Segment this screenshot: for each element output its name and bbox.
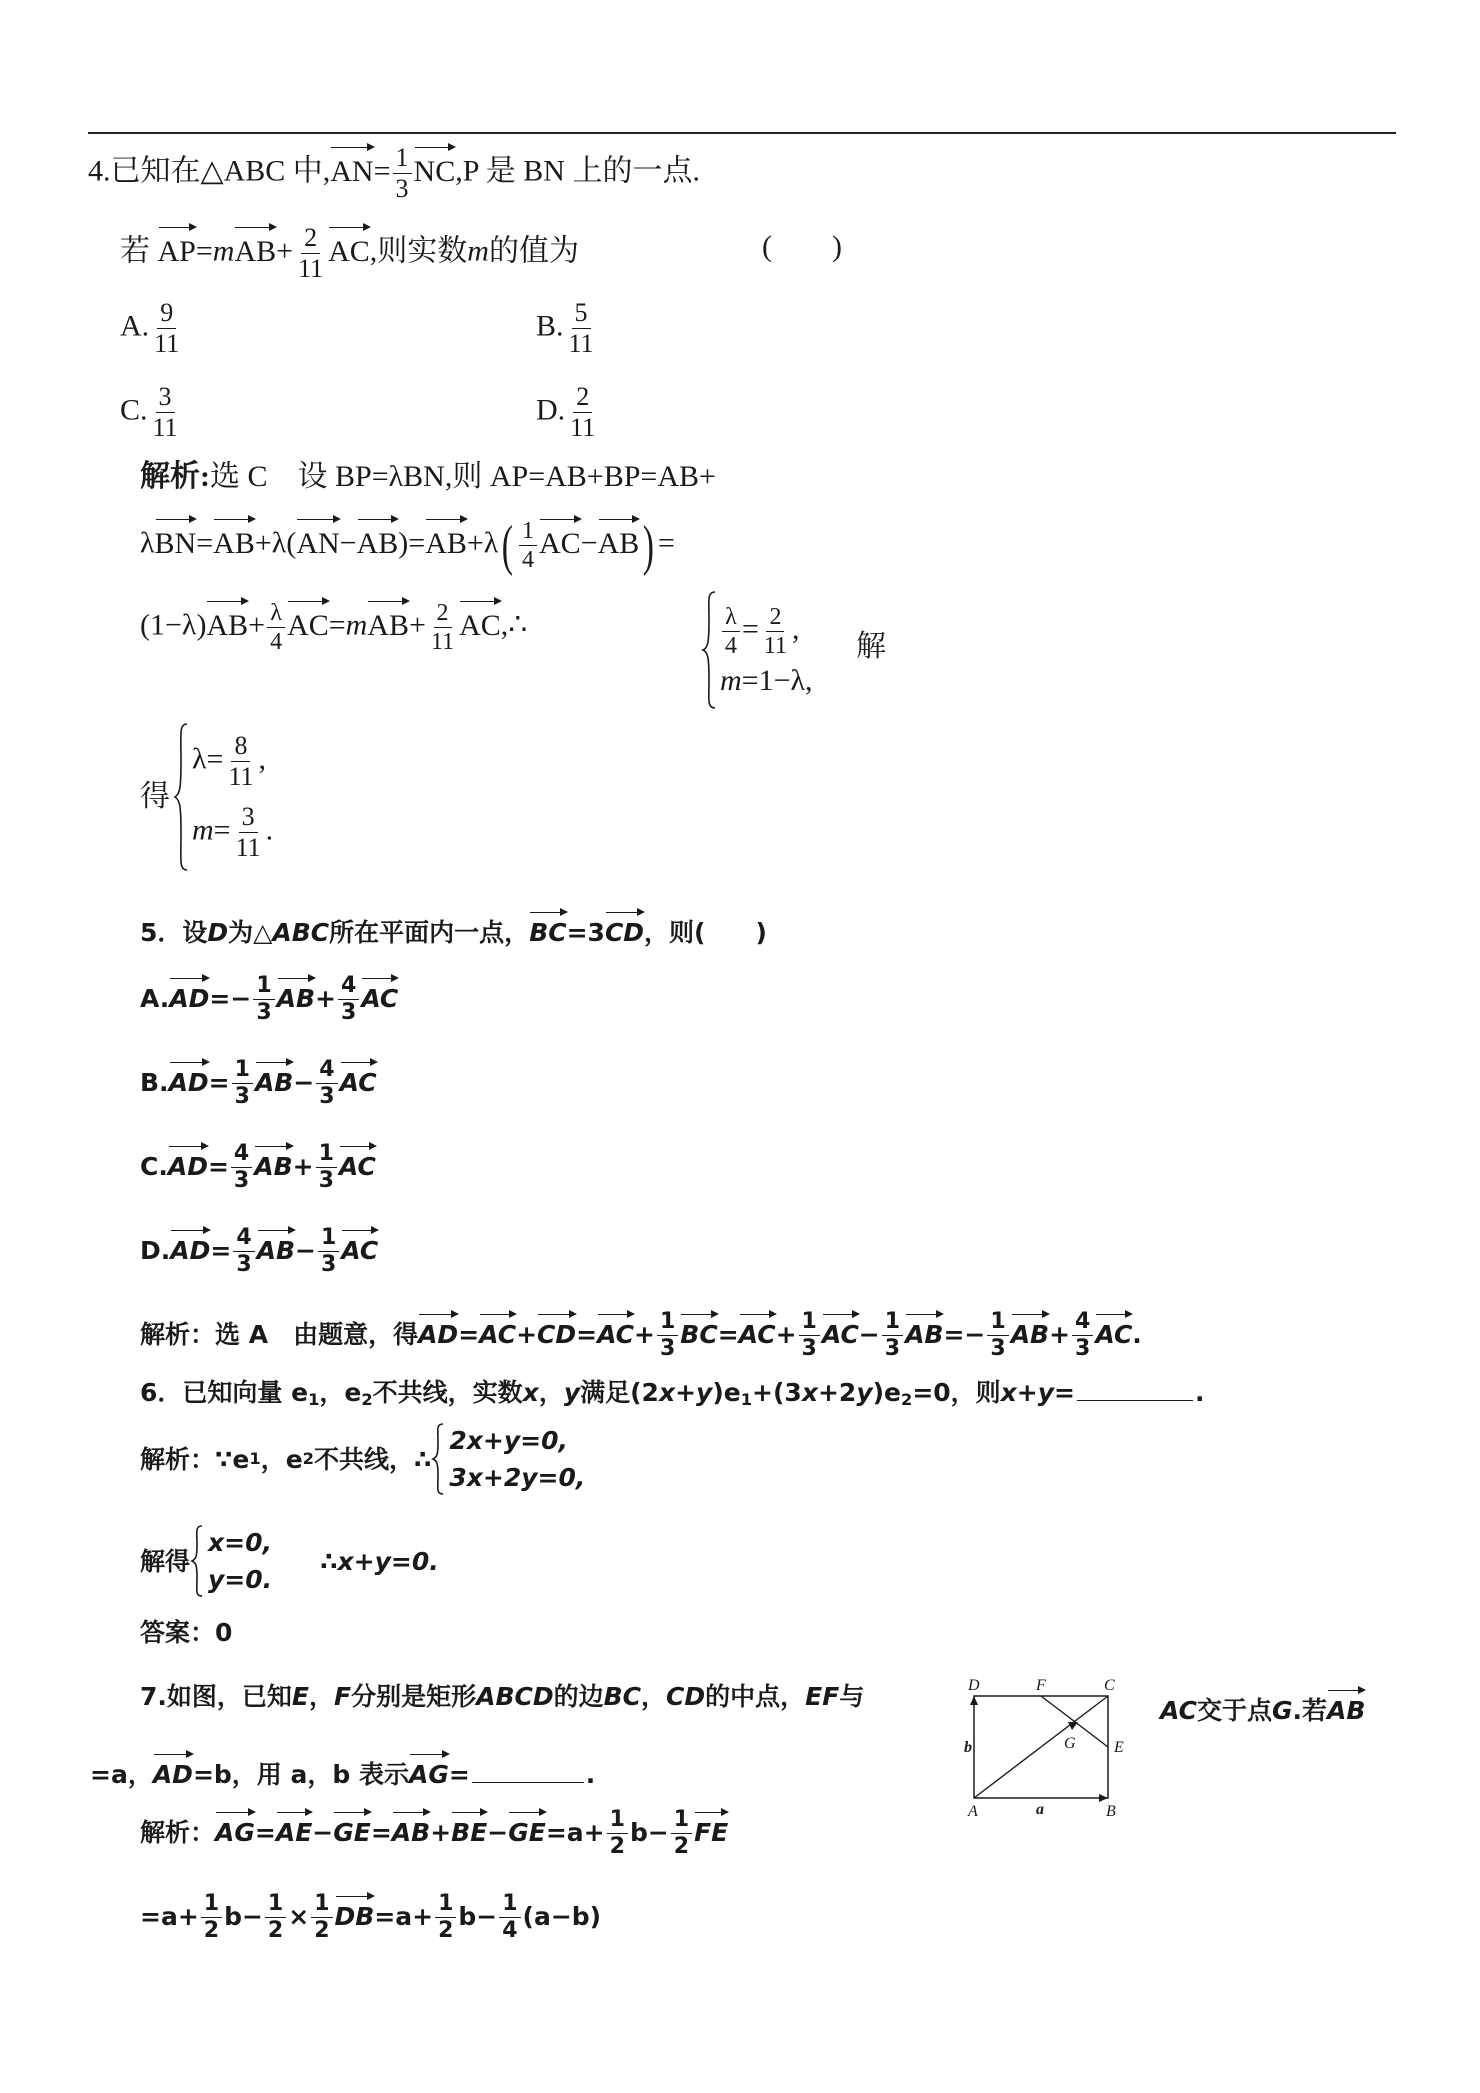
q4-option-b: B. $\frac{5}{11}$ <box>536 298 594 358</box>
q4-system-1: $\frac{\lambda}{4}$ = $\frac{2}{11}$ , m=1−λ, <box>702 590 813 710</box>
q7-stem-line2: =a，AD=b，用 a，b 表示AG= . <box>90 1748 595 1787</box>
answer-blank <box>1077 1399 1193 1401</box>
q4-option-d: D. $\frac{2}{11}$ <box>536 382 596 442</box>
q6-answer: 答案：0 <box>140 1618 233 1647</box>
fig-label-d: D <box>968 1677 980 1694</box>
q7-solution-line1: 解析：AG=AE−GE=AB+BE−GE=a+ $\frac{1}{2}$ b− $\frac{1}{2}$ FE <box>140 1807 729 1860</box>
rectangle-abcd-figure <box>964 1676 1140 1820</box>
q6-stem: 6．已知向量 $e_1$，$e_2$不共线，实数x，y满足$(2x+y)e_1+(3x+2y)e_2=0$，则x+y= . <box>140 1378 1205 1410</box>
left-brace-icon <box>190 1524 204 1598</box>
fig-label-g: G <box>1064 1735 1076 1752</box>
left-brace-icon <box>702 590 716 710</box>
answer-blank <box>472 1781 584 1783</box>
q5-stem: 5．设D为△ABC所在平面内一点，BC=3CD，则( ) <box>140 906 767 945</box>
top-rule <box>88 132 1396 134</box>
q4-solution-jie: 解 <box>856 630 886 663</box>
q4-stem-line2: 若 AP=mAB+ $\frac{2}{11}$ AC,则实数m的值为 <box>120 220 579 282</box>
q6-solution: 解析： ∵e 1 ，e 2 不共线，∴ 2x+y=0, 3x+2y=0, <box>140 1422 585 1496</box>
fig-label-b: B <box>1106 1803 1116 1820</box>
q4-system-2: 得 λ= $\frac{8}{11}$ , m= $\frac{3}{11}$ . <box>140 722 273 872</box>
q5-option-d: D.AD= $\frac{4}{3}$ AB− $\frac{1}{3}$ AC <box>140 1225 379 1278</box>
q4-solution-line2: λBN=AB+λ(AN−AB)=AB+λ( $\frac{1}{4}$ AC−AB) = <box>140 512 675 574</box>
left-brace-icon <box>174 722 188 872</box>
fig-label-f: F <box>1036 1677 1046 1694</box>
fig-label-vector-a: a <box>1036 1801 1044 1818</box>
q7-solution-line2: =a+ $\frac{1}{2}$ b− $\frac{1}{2}$ × $\frac{1}{2}$ DB=a+ $\frac{1}{2}$ b− $\frac{1}{4}$ (a−b) <box>140 1891 602 1944</box>
q5-option-b: B.AD= $\frac{1}{3}$ AB− $\frac{4}{3}$ AC <box>140 1057 377 1110</box>
q5-solution: 解析：选 A 由题意，得AD=AC+CD=AC+ $\frac{1}{3}$ BC=AC+ $\frac{1}{3}$ AC− $\frac{1}{3}$ AB=− $\frac{1}{3}$ AB+ $\frac{4}{3}$ AC. <box>140 1309 1142 1362</box>
q7-stem-line1a: 7.如图，已知E，F分别是矩形ABCD的边BC，CD的中点，EF与 <box>140 1682 865 1711</box>
q7-stem-line1b: AC交于点G.若AB <box>1160 1684 1365 1723</box>
q4-option-c: C. $\frac{3}{11}$ <box>120 382 178 442</box>
fig-label-a: A <box>968 1803 978 1820</box>
q5-option-a: A.AD=− $\frac{1}{3}$ AB+ $\frac{4}{3}$ AC <box>140 973 399 1026</box>
fig-label-c: C <box>1104 1677 1115 1694</box>
q4-solution-line3: (1−λ)AB+ $\frac{\lambda}{4}$ AC=mAB+ $\frac{2}{11}$ AC,∴ <box>140 594 527 654</box>
fig-label-vector-b: b <box>964 1739 972 1756</box>
q4-stem-line1: 4.已知在△ABC 中,AN= $\frac{1}{3}$ NC,P 是 BN 上的一点. <box>88 140 700 202</box>
q5-option-c: C.AD= $\frac{4}{3}$ AB+ $\frac{1}{3}$ AC <box>140 1141 376 1194</box>
q4-option-a: A. $\frac{9}{11}$ <box>120 298 180 358</box>
q4-solution-line1: 解析:选 C 设 BP=λBN,则 AP=AB+BP=AB+ <box>140 460 716 493</box>
q4-answer-paren: ( ) <box>762 230 842 263</box>
fig-label-e: E <box>1114 1739 1124 1756</box>
q6-solution-2: 解得 x=0, y=0. ∴x+y=0. <box>140 1524 439 1598</box>
left-brace-icon <box>431 1422 445 1496</box>
